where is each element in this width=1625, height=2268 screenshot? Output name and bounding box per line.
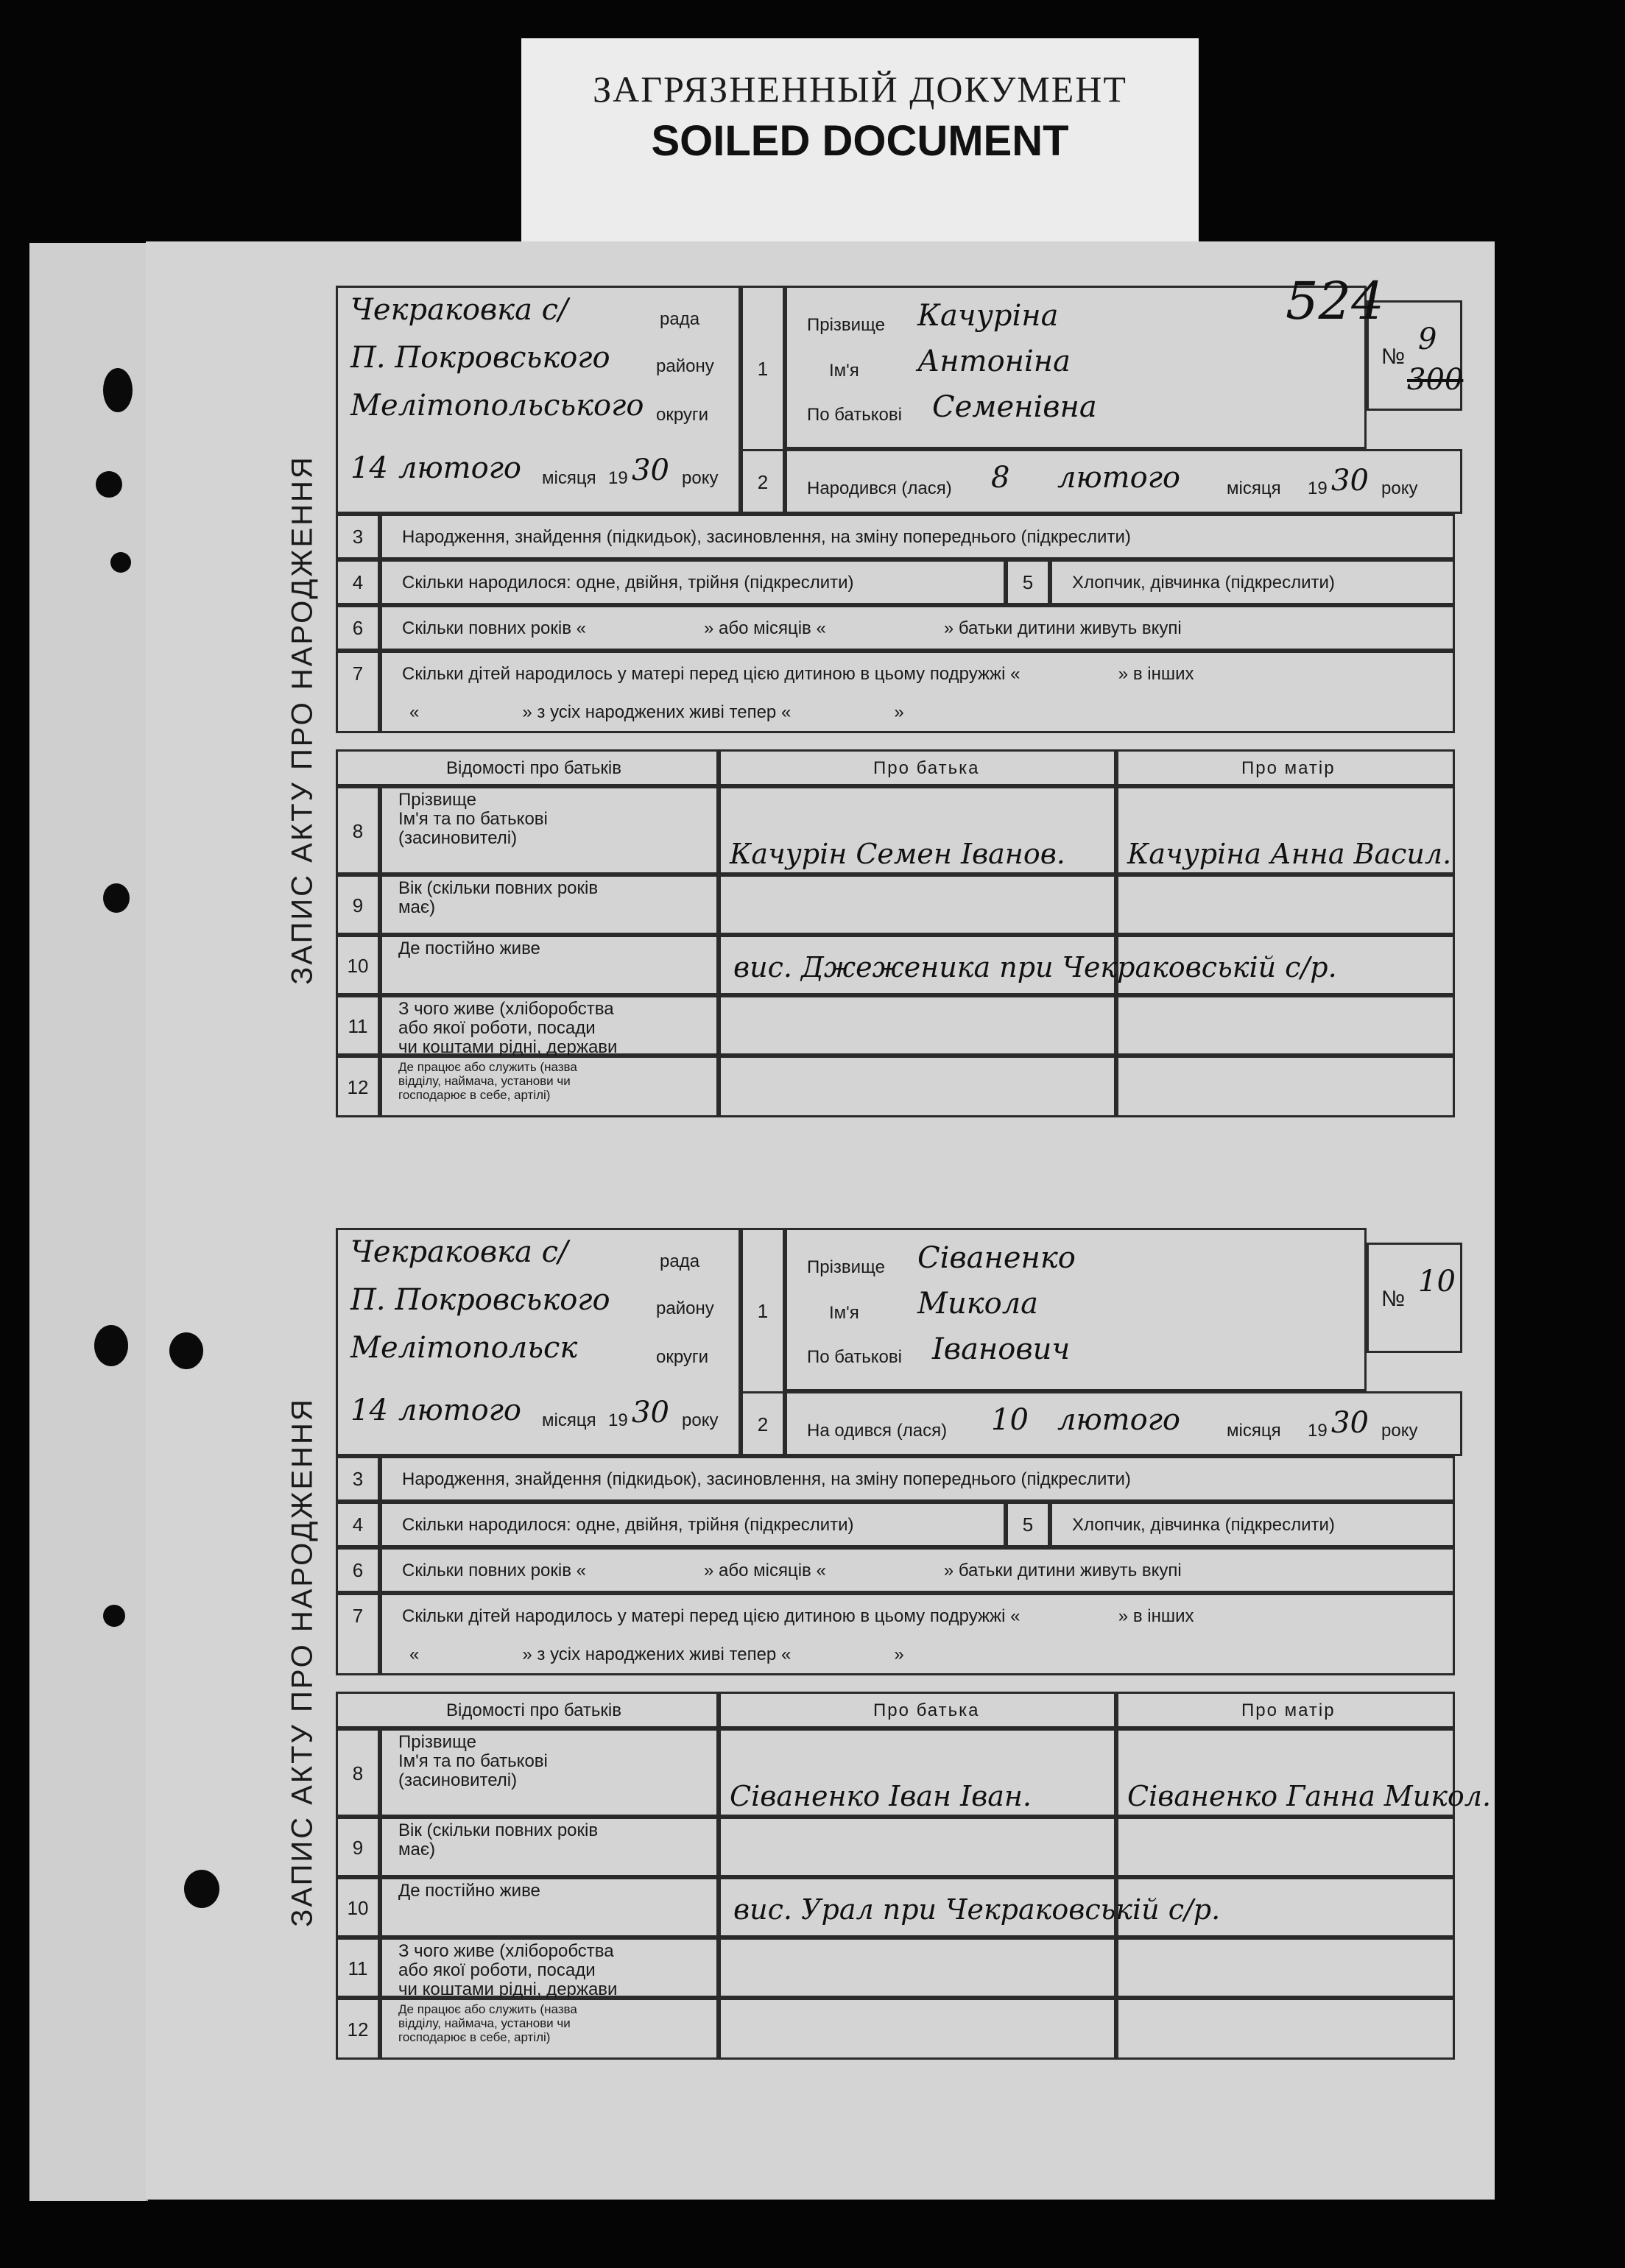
number-label: № [1381, 1287, 1406, 1311]
binding-hole [184, 1870, 219, 1908]
row-number-5: 5 [1022, 571, 1034, 593]
name-label: Ім'я [829, 361, 859, 381]
number-label: № [1381, 345, 1406, 369]
row-number-4: 4 [352, 571, 364, 593]
name-label: Ім'я [829, 1303, 859, 1323]
residence-handwriting: вис. Джеженика при Чекраковській с/р. [733, 951, 1337, 983]
reg-month: лютого [398, 451, 521, 485]
reg-month-label: місяця [542, 468, 596, 488]
parents-row-11-mother-cell [1116, 1937, 1455, 1998]
record-side-title [269, 271, 336, 1169]
council-label: рада [660, 1251, 700, 1271]
birth-label: Народився (лася) [807, 478, 952, 498]
soiled-document-stamp [521, 38, 1199, 252]
row-number-2: 2 [757, 1413, 769, 1435]
binding-hole [94, 1325, 128, 1366]
okrug-handwriting: Мелітопольск [350, 1331, 578, 1365]
reg-year-label: року [682, 468, 719, 488]
surname-label: Прізвище [807, 315, 885, 335]
parents-row-9-mother-cell [1116, 875, 1455, 935]
row-number-8: 8 [352, 820, 364, 842]
parents-row-9-mother-cell [1116, 1817, 1455, 1877]
binding-hole [169, 1332, 203, 1369]
birth-year-prefix: 19 [1308, 1421, 1328, 1441]
parents-row-11-label: З чого живе (хліборобства або якої роботи, посади чи коштами рідні, держави [398, 999, 618, 1057]
row-7-text-b: « » з усіх народжених живі тепер « » [409, 702, 904, 722]
birth-record-form [269, 271, 1462, 1169]
parents-row-10-label: Де постійно живе [398, 1881, 540, 1901]
row-number-3: 3 [352, 1468, 364, 1490]
district-label: району [656, 356, 714, 376]
divider [741, 1391, 785, 1393]
parents-row-10-label: Де постійно живе [398, 939, 540, 958]
surname-handwriting: Сіваненко [917, 1241, 1076, 1275]
reg-year-label: року [682, 1410, 719, 1430]
district-handwriting: П. Покровського [350, 1283, 610, 1317]
parents-row-12-father-cell [719, 1056, 1116, 1117]
parents-row-12-mother-cell [1116, 1056, 1455, 1117]
mother-header-label: Про матір [1241, 1700, 1336, 1720]
patronymic-label: По батькові [807, 405, 902, 425]
row-7-text-b: « » з усіх народжених живі тепер « » [409, 1645, 904, 1664]
birth-month-label: місяця [1227, 478, 1281, 498]
row-number-9: 9 [352, 1837, 364, 1859]
reg-year-prefix: 19 [608, 1410, 628, 1430]
row-5-text: Хлопчик, дівчинка (підкреслити) [1072, 1515, 1335, 1535]
parents-row-9-label: Вік (скільки повних років має) [398, 878, 599, 917]
birth-month: лютого [1057, 461, 1180, 495]
row-number-5: 5 [1022, 1513, 1034, 1536]
row-7-text: Скільки дітей народилось у матері перед цією дитиною в цьому подружжі « » в інших [402, 664, 1194, 684]
name-handwriting: Антоніна [917, 345, 1071, 378]
birth-year: 30 [1331, 1406, 1369, 1440]
birth-label: На одився (лася) [807, 1421, 948, 1441]
row-number-11: 11 [348, 1957, 368, 1979]
row-number-7: 7 [352, 663, 364, 685]
record-number: 9 [1418, 322, 1437, 356]
parents-row-12-father-cell [719, 1998, 1116, 2060]
record-number-crossed: 300 [1407, 363, 1464, 397]
birth-year-label: року [1381, 1421, 1418, 1441]
patronymic-handwriting: Іванович [932, 1332, 1071, 1366]
row-number-6: 6 [352, 617, 364, 639]
reg-month-label: місяця [542, 1410, 596, 1430]
row-number-2: 2 [757, 471, 769, 493]
stamp-text-en: SOILED DOCUMENT [651, 117, 1069, 165]
row-number-12: 12 [347, 2018, 369, 2041]
row-4-text: Скільки народилося: одне, двійня, трійня (підкреслити) [402, 1515, 854, 1535]
name-handwriting: Микола [917, 1287, 1039, 1321]
district-label: району [656, 1299, 714, 1318]
parents-info-label: Відомості про батьків [446, 758, 621, 778]
reg-year-prefix: 19 [608, 468, 628, 488]
row-3-text: Народження, знайдення (підкидьок), засиновлення, на зміну попереднього (підкреслити) [402, 527, 1131, 547]
parents-row-11-father-cell [719, 1937, 1116, 1998]
father-name-handwriting: Качурін Семен Іванов. [730, 838, 1065, 870]
row-number-11: 11 [348, 1015, 368, 1037]
document-page [146, 241, 1495, 2200]
row-number-12: 12 [347, 1076, 369, 1098]
row-number-4: 4 [352, 1513, 364, 1536]
reg-day: 14 [350, 451, 388, 485]
row-3-text: Народження, знайдення (підкидьок), засиновлення, на зміну попереднього (підкреслити) [402, 1469, 1131, 1489]
row-number-6: 6 [352, 1559, 364, 1581]
district-handwriting: П. Покровського [350, 341, 610, 375]
binding-hole [103, 368, 133, 412]
reg-month: лютого [398, 1393, 521, 1427]
record-number: 10 [1418, 1265, 1456, 1299]
birth-month: лютого [1057, 1403, 1180, 1437]
surname-handwriting: Качуріна [917, 299, 1059, 333]
patronymic-handwriting: Семенівна [932, 390, 1097, 424]
mother-header-label: Про матір [1241, 758, 1336, 778]
parents-row-11-father-cell [719, 995, 1116, 1056]
patronymic-label: По батькові [807, 1347, 902, 1367]
row-number-1: 1 [757, 358, 769, 380]
reg-year: 30 [632, 453, 669, 487]
parents-row-12-mother-cell [1116, 1998, 1455, 2060]
row-5-text: Хлопчик, дівчинка (підкреслити) [1072, 573, 1335, 593]
row-number-10: 10 [347, 1897, 369, 1919]
surname-label: Прізвище [807, 1257, 885, 1277]
parents-row-12-label: Де працює або служить (назва відділу, наймача, установи чи господарює в себе, артілі) [398, 2002, 577, 2044]
parents-row-9-father-cell [719, 875, 1116, 935]
binding-hole [103, 883, 130, 913]
row-number-7: 7 [352, 1605, 364, 1627]
parents-row-11-mother-cell [1116, 995, 1455, 1056]
reg-day: 14 [350, 1393, 388, 1427]
row-7-text: Скільки дітей народилось у матері перед цією дитиною в цьому подружжі « » в інших [402, 1606, 1194, 1626]
parents-row-9-father-cell [719, 1817, 1116, 1877]
binding-hole [103, 1605, 125, 1627]
parents-row-11-label: З чого живе (хліборобства або якої роботи, посади чи коштами рідні, держави [398, 1941, 618, 1999]
divider [741, 449, 785, 451]
binding-hole [110, 552, 131, 573]
council-label: рада [660, 309, 700, 329]
okrug-handwriting: Мелітопольського [350, 389, 644, 423]
stamp-text-ru: ЗАГРЯЗНЕННЫЙ ДОКУМЕНТ [593, 68, 1127, 110]
okrug-label: округи [656, 405, 709, 425]
row-number-3: 3 [352, 526, 364, 548]
record-side-title [269, 1213, 336, 2111]
mother-name-handwriting: Сіваненко Ганна Микол. [1127, 1780, 1492, 1812]
father-header-label: Про батька [873, 1700, 980, 1720]
parents-row-9-label: Вік (скільки повних років має) [398, 1820, 599, 1859]
row-number-1: 1 [757, 1300, 769, 1322]
binding-spine [29, 243, 148, 2201]
birth-record-form [269, 1213, 1492, 2111]
father-header-label: Про батька [873, 758, 980, 778]
record-side-title-text: ЗАПИС АКТУ ПРО НАРОДЖЕННЯ [286, 455, 319, 985]
row-number-10: 10 [347, 955, 369, 977]
council-handwriting: Чекраковка с/ [350, 1235, 568, 1269]
record-side-title-text: ЗАПИС АКТУ ПРО НАРОДЖЕННЯ [286, 1397, 319, 1927]
birth-year-prefix: 19 [1308, 478, 1328, 498]
binding-hole [96, 471, 122, 498]
parents-info-label: Відомості про батьків [446, 1700, 621, 1720]
birth-day: 10 [991, 1403, 1029, 1437]
row-6-text: Скільки повних років « » або місяців « » батьки дитини живуть вкупі [402, 618, 1182, 638]
residence-handwriting: вис. Урал при Чекраковській с/р. [733, 1893, 1221, 1926]
council-handwriting: Чекраковка с/ [350, 293, 568, 327]
birth-month-label: місяця [1227, 1421, 1281, 1441]
mother-name-handwriting: Качуріна Анна Васил. [1127, 838, 1452, 870]
row-4-text: Скільки народилося: одне, двійня, трійня (підкреслити) [402, 573, 854, 593]
birth-day: 8 [991, 461, 1010, 495]
margin-mark: 524 [1286, 271, 1384, 331]
reg-year: 30 [632, 1396, 669, 1430]
row-number-8: 8 [352, 1762, 364, 1784]
row-6-text: Скільки повних років « » або місяців « » батьки дитини живуть вкупі [402, 1561, 1182, 1580]
parents-row-8-label: Прізвище Ім'я та по батькові (засиновителі) [398, 790, 548, 848]
parents-row-12-label: Де працює або служить (назва відділу, наймача, установи чи господарює в себе, артілі) [398, 1060, 577, 1102]
okrug-label: округи [656, 1347, 709, 1367]
birth-year: 30 [1331, 464, 1369, 498]
parents-row-8-label: Прізвище Ім'я та по батькові (засиновителі) [398, 1732, 548, 1790]
row-number-9: 9 [352, 894, 364, 916]
birth-year-label: року [1381, 478, 1418, 498]
father-name-handwriting: Сіваненко Іван Іван. [730, 1780, 1032, 1812]
